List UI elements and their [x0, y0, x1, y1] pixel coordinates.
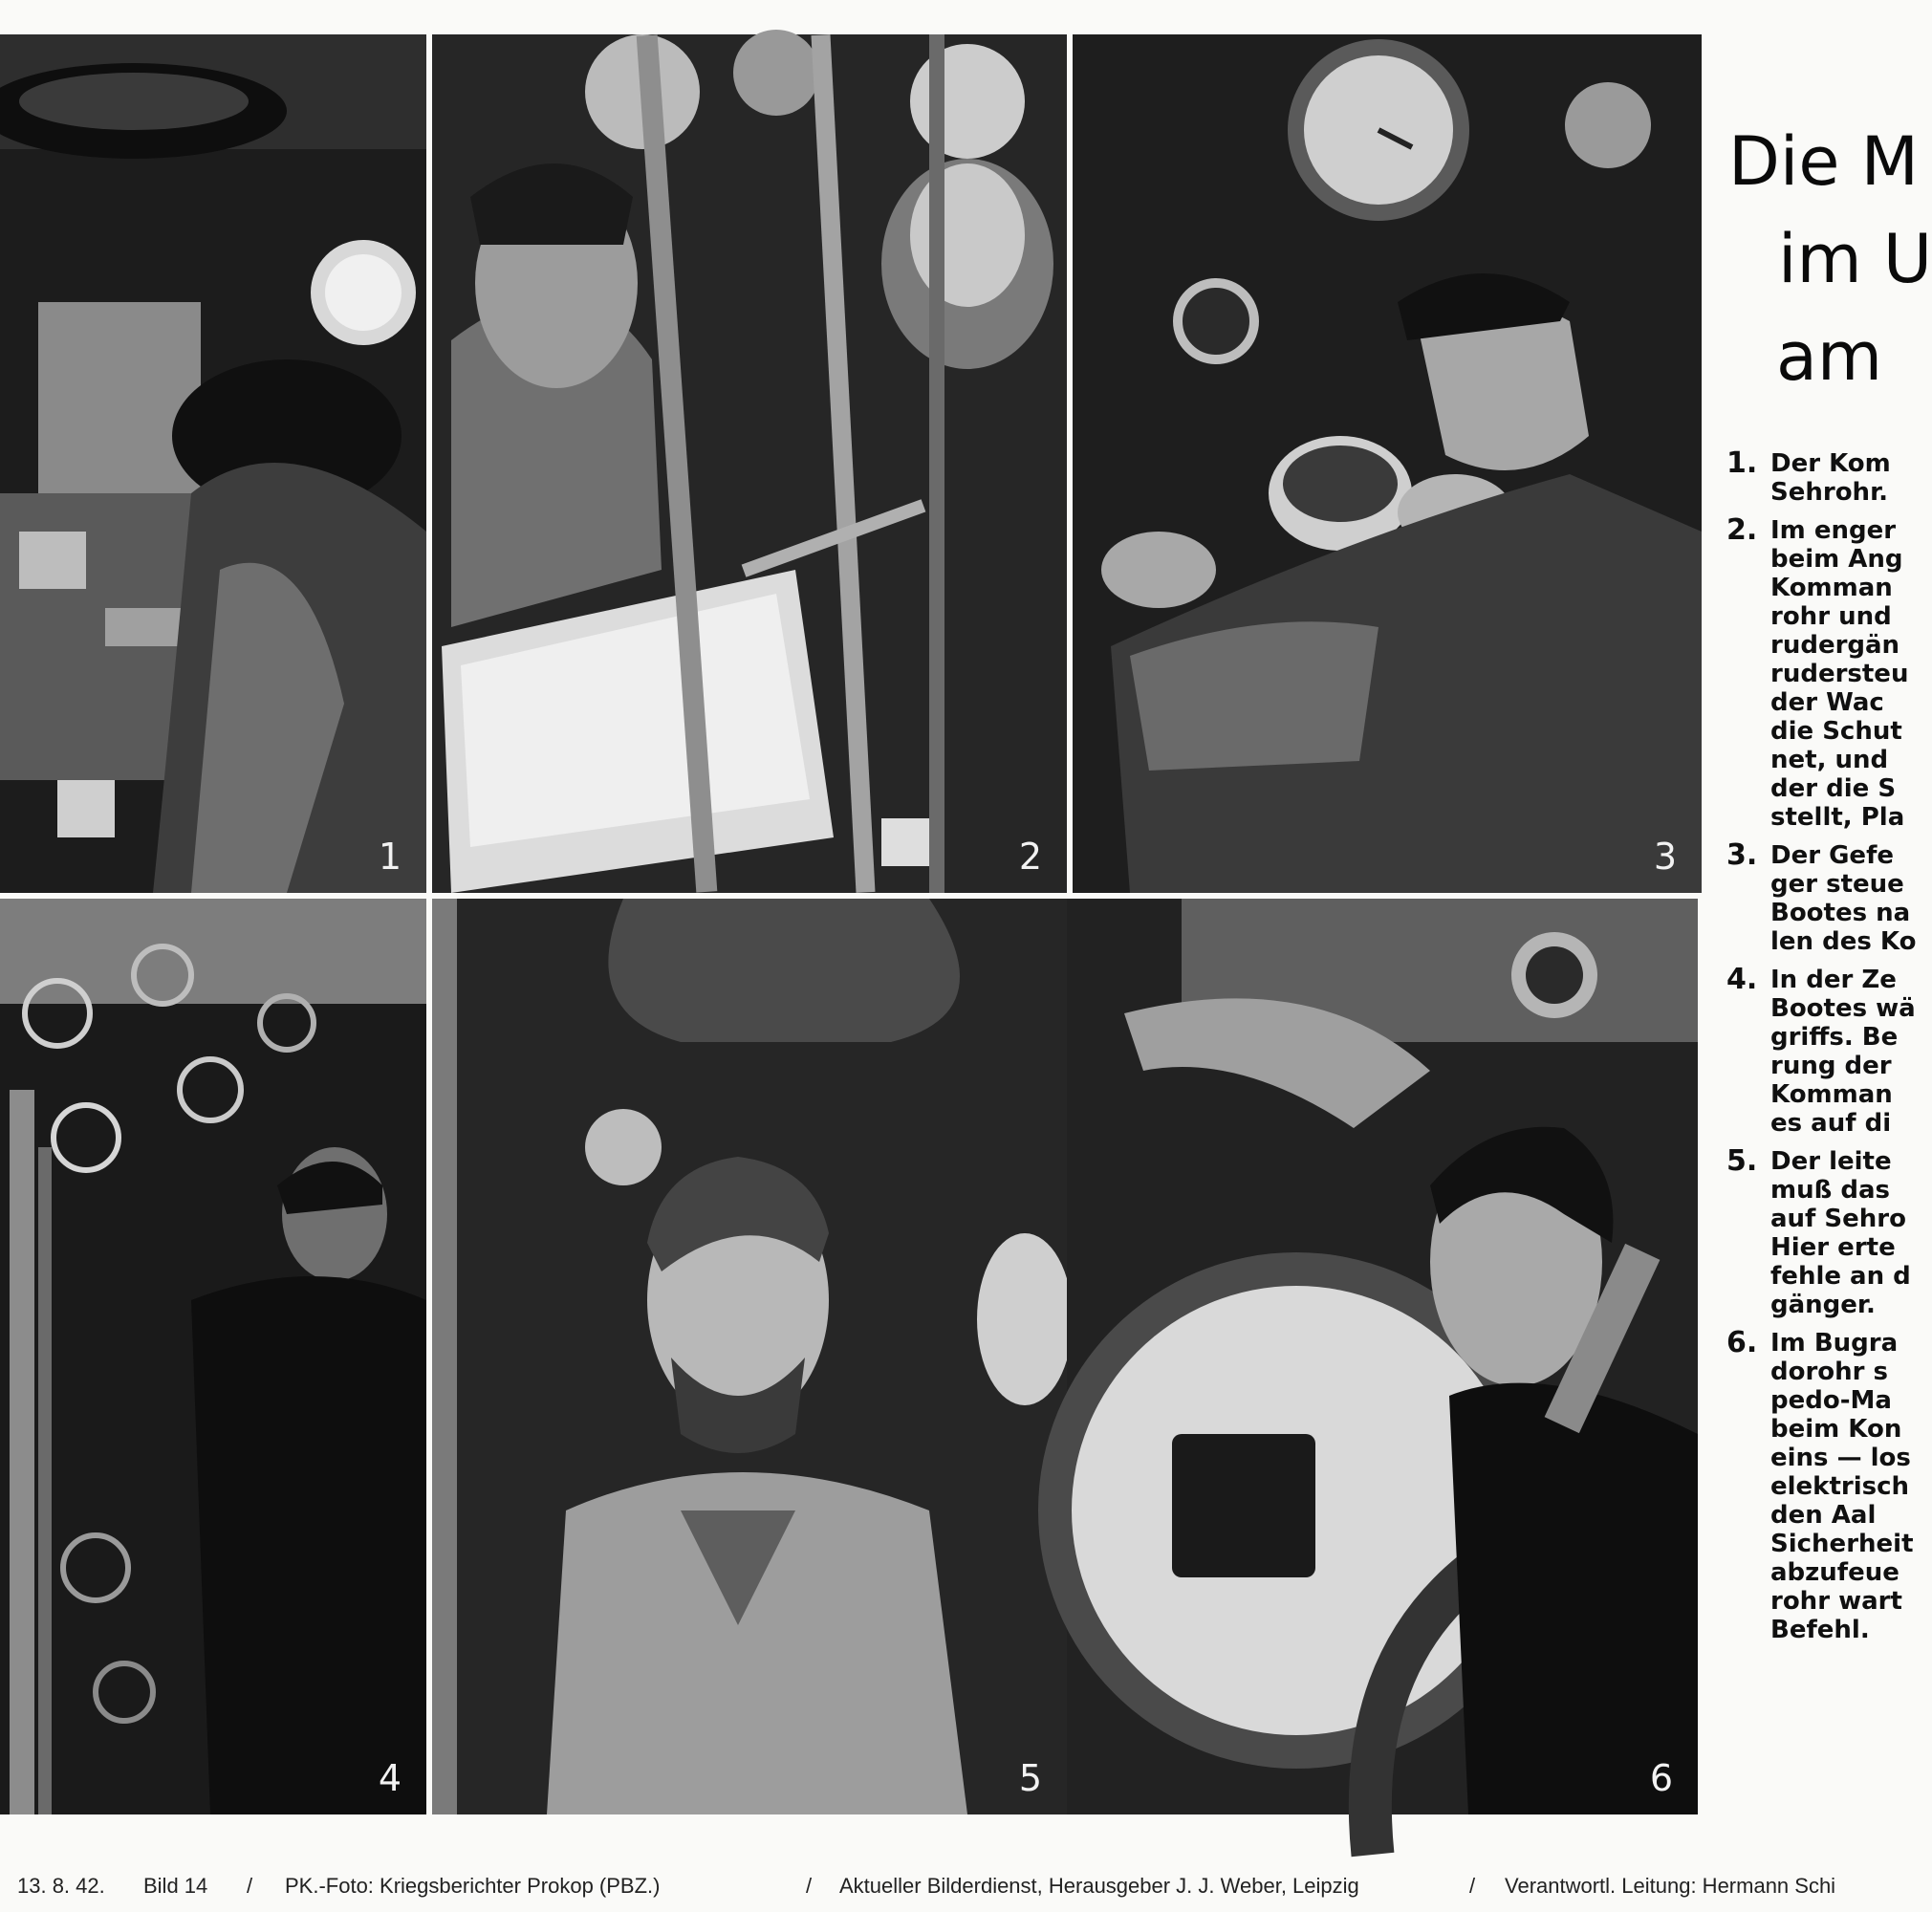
- caption-line: griffs. Be: [1770, 1023, 1899, 1052]
- caption-1: [1726, 446, 1912, 507]
- caption-line: Sicherheit: [1770, 1530, 1914, 1558]
- caption-line: gänger.: [1770, 1291, 1876, 1319]
- picture-number: Bild 14: [143, 1874, 208, 1898]
- caption-number: 3.: [1726, 838, 1758, 872]
- caption-line: dorohr s: [1770, 1358, 1889, 1386]
- separator: /: [806, 1874, 813, 1898]
- caption-3: [1726, 838, 1917, 956]
- photo-number: 4: [378, 1757, 402, 1799]
- photo-number: 5: [1018, 1757, 1042, 1799]
- caption-line: Bootes na: [1770, 899, 1911, 927]
- caption-line: rohr wart: [1770, 1587, 1902, 1616]
- caption-line: Befehl.: [1770, 1616, 1870, 1644]
- caption-line: rung der: [1770, 1052, 1892, 1080]
- separator: /: [1469, 1874, 1476, 1898]
- captions-column: [1726, 446, 1917, 1654]
- caption-line: beim Ang: [1770, 545, 1903, 574]
- caption-line: rudersteu: [1770, 660, 1909, 688]
- caption-line: rohr und: [1770, 602, 1892, 631]
- caption-4: [1726, 963, 1916, 1138]
- caption-line: Im Bugra: [1770, 1329, 1899, 1358]
- caption-line: net, und: [1770, 746, 1889, 774]
- caption-line: es auf di: [1770, 1109, 1892, 1138]
- headline-line-3: am: [1776, 317, 1883, 396]
- caption-line: Sehrohr.: [1770, 478, 1889, 507]
- caption-line: der die S: [1770, 774, 1897, 803]
- separator: /: [247, 1874, 253, 1898]
- photo-5-chief-engineer: [432, 899, 1067, 1814]
- caption-line: der Wac: [1770, 688, 1884, 717]
- caption-line: Der Kom: [1770, 449, 1891, 478]
- caption-line: Der Gefe: [1770, 841, 1895, 870]
- responsible-editor: Verantwortl. Leitung: Hermann Schi: [1505, 1874, 1836, 1898]
- caption-number: 2.: [1726, 513, 1758, 547]
- caption-line: eins — los: [1770, 1444, 1911, 1472]
- caption-number: 4.: [1726, 963, 1758, 996]
- photo-2-navigator-chart: [432, 34, 1067, 893]
- caption-line: beim Kon: [1770, 1415, 1902, 1444]
- headline-line-2: im U: [1778, 220, 1932, 298]
- caption-line: Komman: [1770, 574, 1893, 602]
- headline-line-1: Die M: [1728, 122, 1920, 201]
- photo-number: 3: [1653, 836, 1677, 878]
- caption-line: In der Ze: [1770, 966, 1897, 994]
- caption-number: 6.: [1726, 1326, 1758, 1359]
- publisher: Aktueller Bilderdienst, Herausgeber J. J. Weber, Leipzig: [839, 1874, 1359, 1898]
- caption-line: den Aal: [1770, 1501, 1877, 1530]
- caption-line: muß das: [1770, 1176, 1890, 1205]
- photo-4-control-room-valves: [0, 899, 426, 1814]
- caption-5: [1726, 1144, 1912, 1319]
- headline: [1728, 113, 1932, 405]
- caption-line: Der leite: [1770, 1147, 1892, 1176]
- caption-number: 5.: [1726, 1144, 1758, 1178]
- caption-line: pedo-Ma: [1770, 1386, 1892, 1415]
- caption-6: [1726, 1326, 1914, 1644]
- caption-line: fehle an d: [1770, 1262, 1911, 1291]
- issue-date: 13. 8. 42.: [17, 1874, 105, 1898]
- photo-number: 6: [1649, 1757, 1673, 1799]
- photo-number: 1: [378, 836, 402, 878]
- caption-line: elektrisch: [1770, 1472, 1910, 1501]
- caption-line: Hier erte: [1770, 1233, 1896, 1262]
- caption-line: Bootes wä: [1770, 994, 1916, 1023]
- photo-1-commander-periscope: [0, 34, 426, 893]
- caption-line: abzufeue: [1770, 1558, 1899, 1587]
- caption-line: die Schut: [1770, 717, 1902, 746]
- photo-3-helmsman: [1073, 34, 1702, 893]
- caption-number: 1.: [1726, 446, 1758, 480]
- caption-line: ger steue: [1770, 870, 1904, 899]
- photo-6-torpedo-room: [1067, 899, 1698, 1814]
- caption-line: Komman: [1770, 1080, 1893, 1109]
- caption-line: len des Ko: [1770, 927, 1917, 956]
- caption-line: auf Sehro: [1770, 1205, 1906, 1233]
- caption-line: rudergän: [1770, 631, 1900, 660]
- caption-line: stellt, Pla: [1770, 803, 1905, 832]
- photo-credit: PK.-Foto: Kriegsberichter Prokop (PBZ.): [285, 1874, 661, 1898]
- caption-line: Im enger: [1770, 516, 1897, 545]
- caption-2: [1726, 513, 1912, 832]
- photo-number: 2: [1018, 836, 1042, 878]
